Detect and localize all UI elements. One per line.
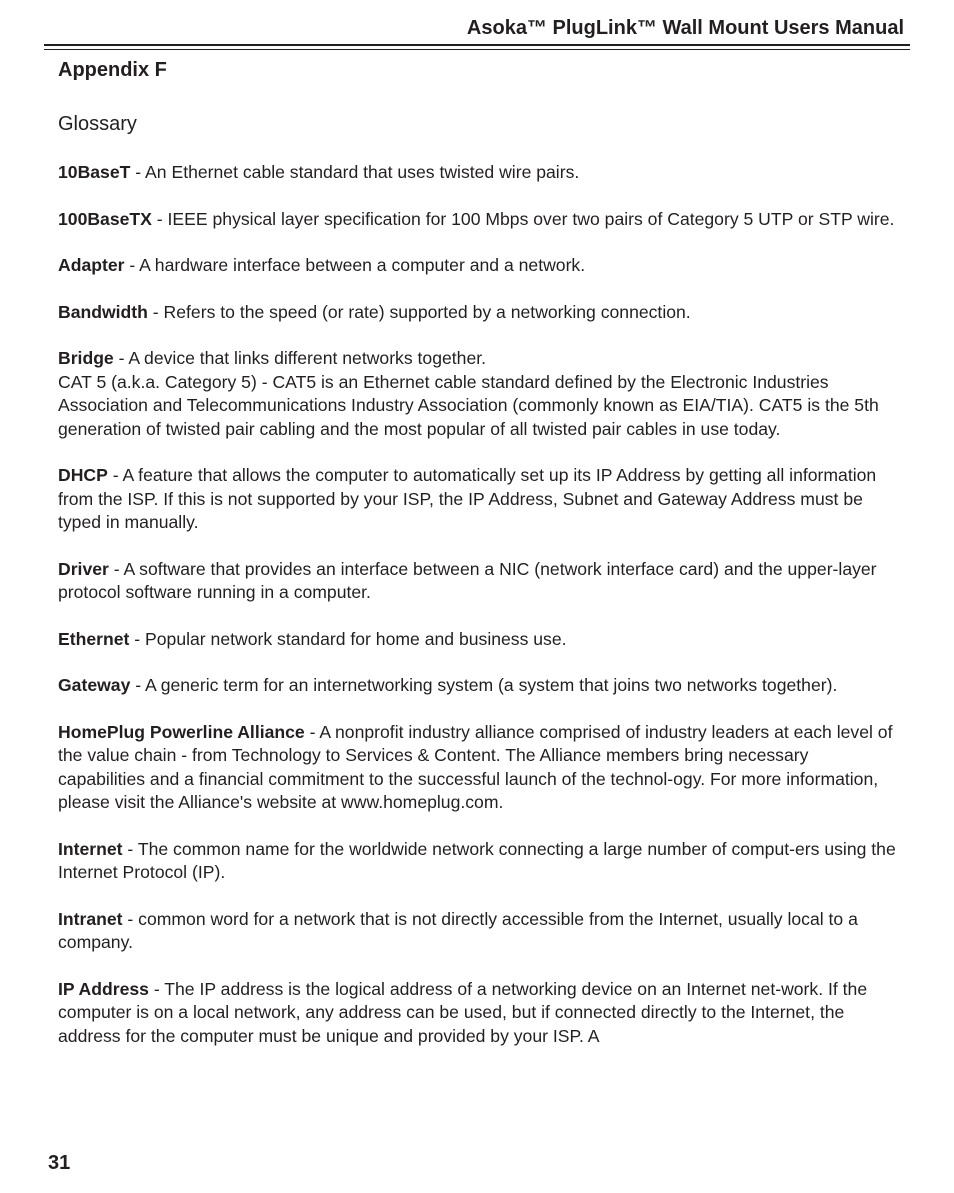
appendix-title: Appendix F xyxy=(58,59,167,81)
glossary-entry-ip-address xyxy=(58,978,896,1049)
glossary-term: 100BaseTX xyxy=(58,208,152,229)
header-rule-thin xyxy=(44,49,910,50)
glossary-entry-homeplug xyxy=(58,721,896,815)
glossary-term: Intranet xyxy=(58,908,123,929)
glossary-definition: - common word for a network that is not directly accessible from the Internet, usually local to a company. xyxy=(58,908,858,952)
glossary-definition: - A nonprofit industry alliance comprised of industry leaders at each level of the value chain - from Technology to Services & Content. The Alliance members bring necessary capabilities and a financial commitment to the successful launch of the technol-ogy. For more information, please visit the Alliance's website at www.homeplug.com. xyxy=(58,721,893,812)
glossary-entry-100basetx xyxy=(58,208,896,232)
glossary-entry-driver xyxy=(58,558,896,605)
glossary-term: Gateway xyxy=(58,675,131,695)
glossary-definition: - A generic term for an internetworking system (a system that joins two networks together). xyxy=(130,675,838,695)
header-rule-thick xyxy=(44,44,910,46)
glossary-term: Internet xyxy=(58,838,123,859)
glossary-term: Ethernet xyxy=(58,628,130,649)
glossary-entry-adapter xyxy=(58,254,896,278)
glossary-heading: Glossary xyxy=(58,113,137,135)
glossary-entry-dhcp xyxy=(58,464,896,535)
page-content xyxy=(58,57,896,1071)
glossary-term: Bridge xyxy=(58,348,114,368)
glossary-definition: - IEEE physical layer specification for 100 Mbps over two pairs of Category 5 UTP or STP wire. xyxy=(151,208,895,229)
glossary-entries xyxy=(58,161,896,1048)
glossary-term: Adapter xyxy=(58,255,125,275)
glossary-entry-bandwidth xyxy=(58,301,896,325)
glossary-definition: - Popular network standard for home and business use. xyxy=(129,628,567,649)
glossary-term: 10BaseT xyxy=(58,162,131,182)
glossary-term: DHCP xyxy=(58,465,108,485)
glossary-entry-intranet xyxy=(58,908,896,955)
running-header: Asoka™ PlugLink™ Wall Mount Users Manual xyxy=(466,17,904,39)
glossary-term: Bandwidth xyxy=(58,301,148,322)
glossary-entry-10baset xyxy=(58,161,896,185)
glossary-term: IP Address xyxy=(58,978,149,999)
glossary-term: Driver xyxy=(58,558,109,579)
glossary-definition: - The IP address is the logical address of a networking device on an Internet net-work. If the computer is on a local network, any address can be used, but if connected directly to the Internet, the address for the computer must be unique and provided by your ISP. A xyxy=(58,978,868,1046)
glossary-definition: - An Ethernet cable standard that uses twisted wire pairs. xyxy=(130,162,580,182)
glossary-entry-bridge xyxy=(58,347,896,441)
glossary-definition: - Refers to the speed (or rate) supported by a networking connection. xyxy=(147,301,691,322)
glossary-definition: - The common name for the worldwide network connecting a large number of comput-ers using the Internet Protocol (IP). xyxy=(58,838,896,882)
glossary-entry-cat5: CAT 5 (a.k.a. Category 5) - CAT5 is an Ethernet cable standard defined by the Electronic Industries Association and Telecommunications Industry Association (commonly known as EIA/TIA). CAT5 is the 5th generation of twisted pair cabling and the most popular of all twisted pair cables in use today. xyxy=(58,371,879,439)
glossary-definition: - A hardware interface between a computer and a network. xyxy=(124,255,586,275)
glossary-entry-ethernet xyxy=(58,628,896,652)
page-number: 31 xyxy=(48,1152,71,1174)
glossary-term: HomePlug Powerline Alliance xyxy=(58,721,305,742)
glossary-definition: - A feature that allows the computer to automatically set up its IP Address by getting all information from the ISP. If this is not supported by your ISP, the IP Address, Subnet and Gateway Address must be typed in manually. xyxy=(58,465,877,532)
glossary-definition: - A software that provides an interface between a NIC (network interface card) and the upper-layer protocol software running in a computer. xyxy=(58,558,877,602)
glossary-definition: - A device that links different networks together. xyxy=(113,348,487,368)
glossary-entry-gateway xyxy=(58,674,896,698)
glossary-entry-internet xyxy=(58,838,896,885)
